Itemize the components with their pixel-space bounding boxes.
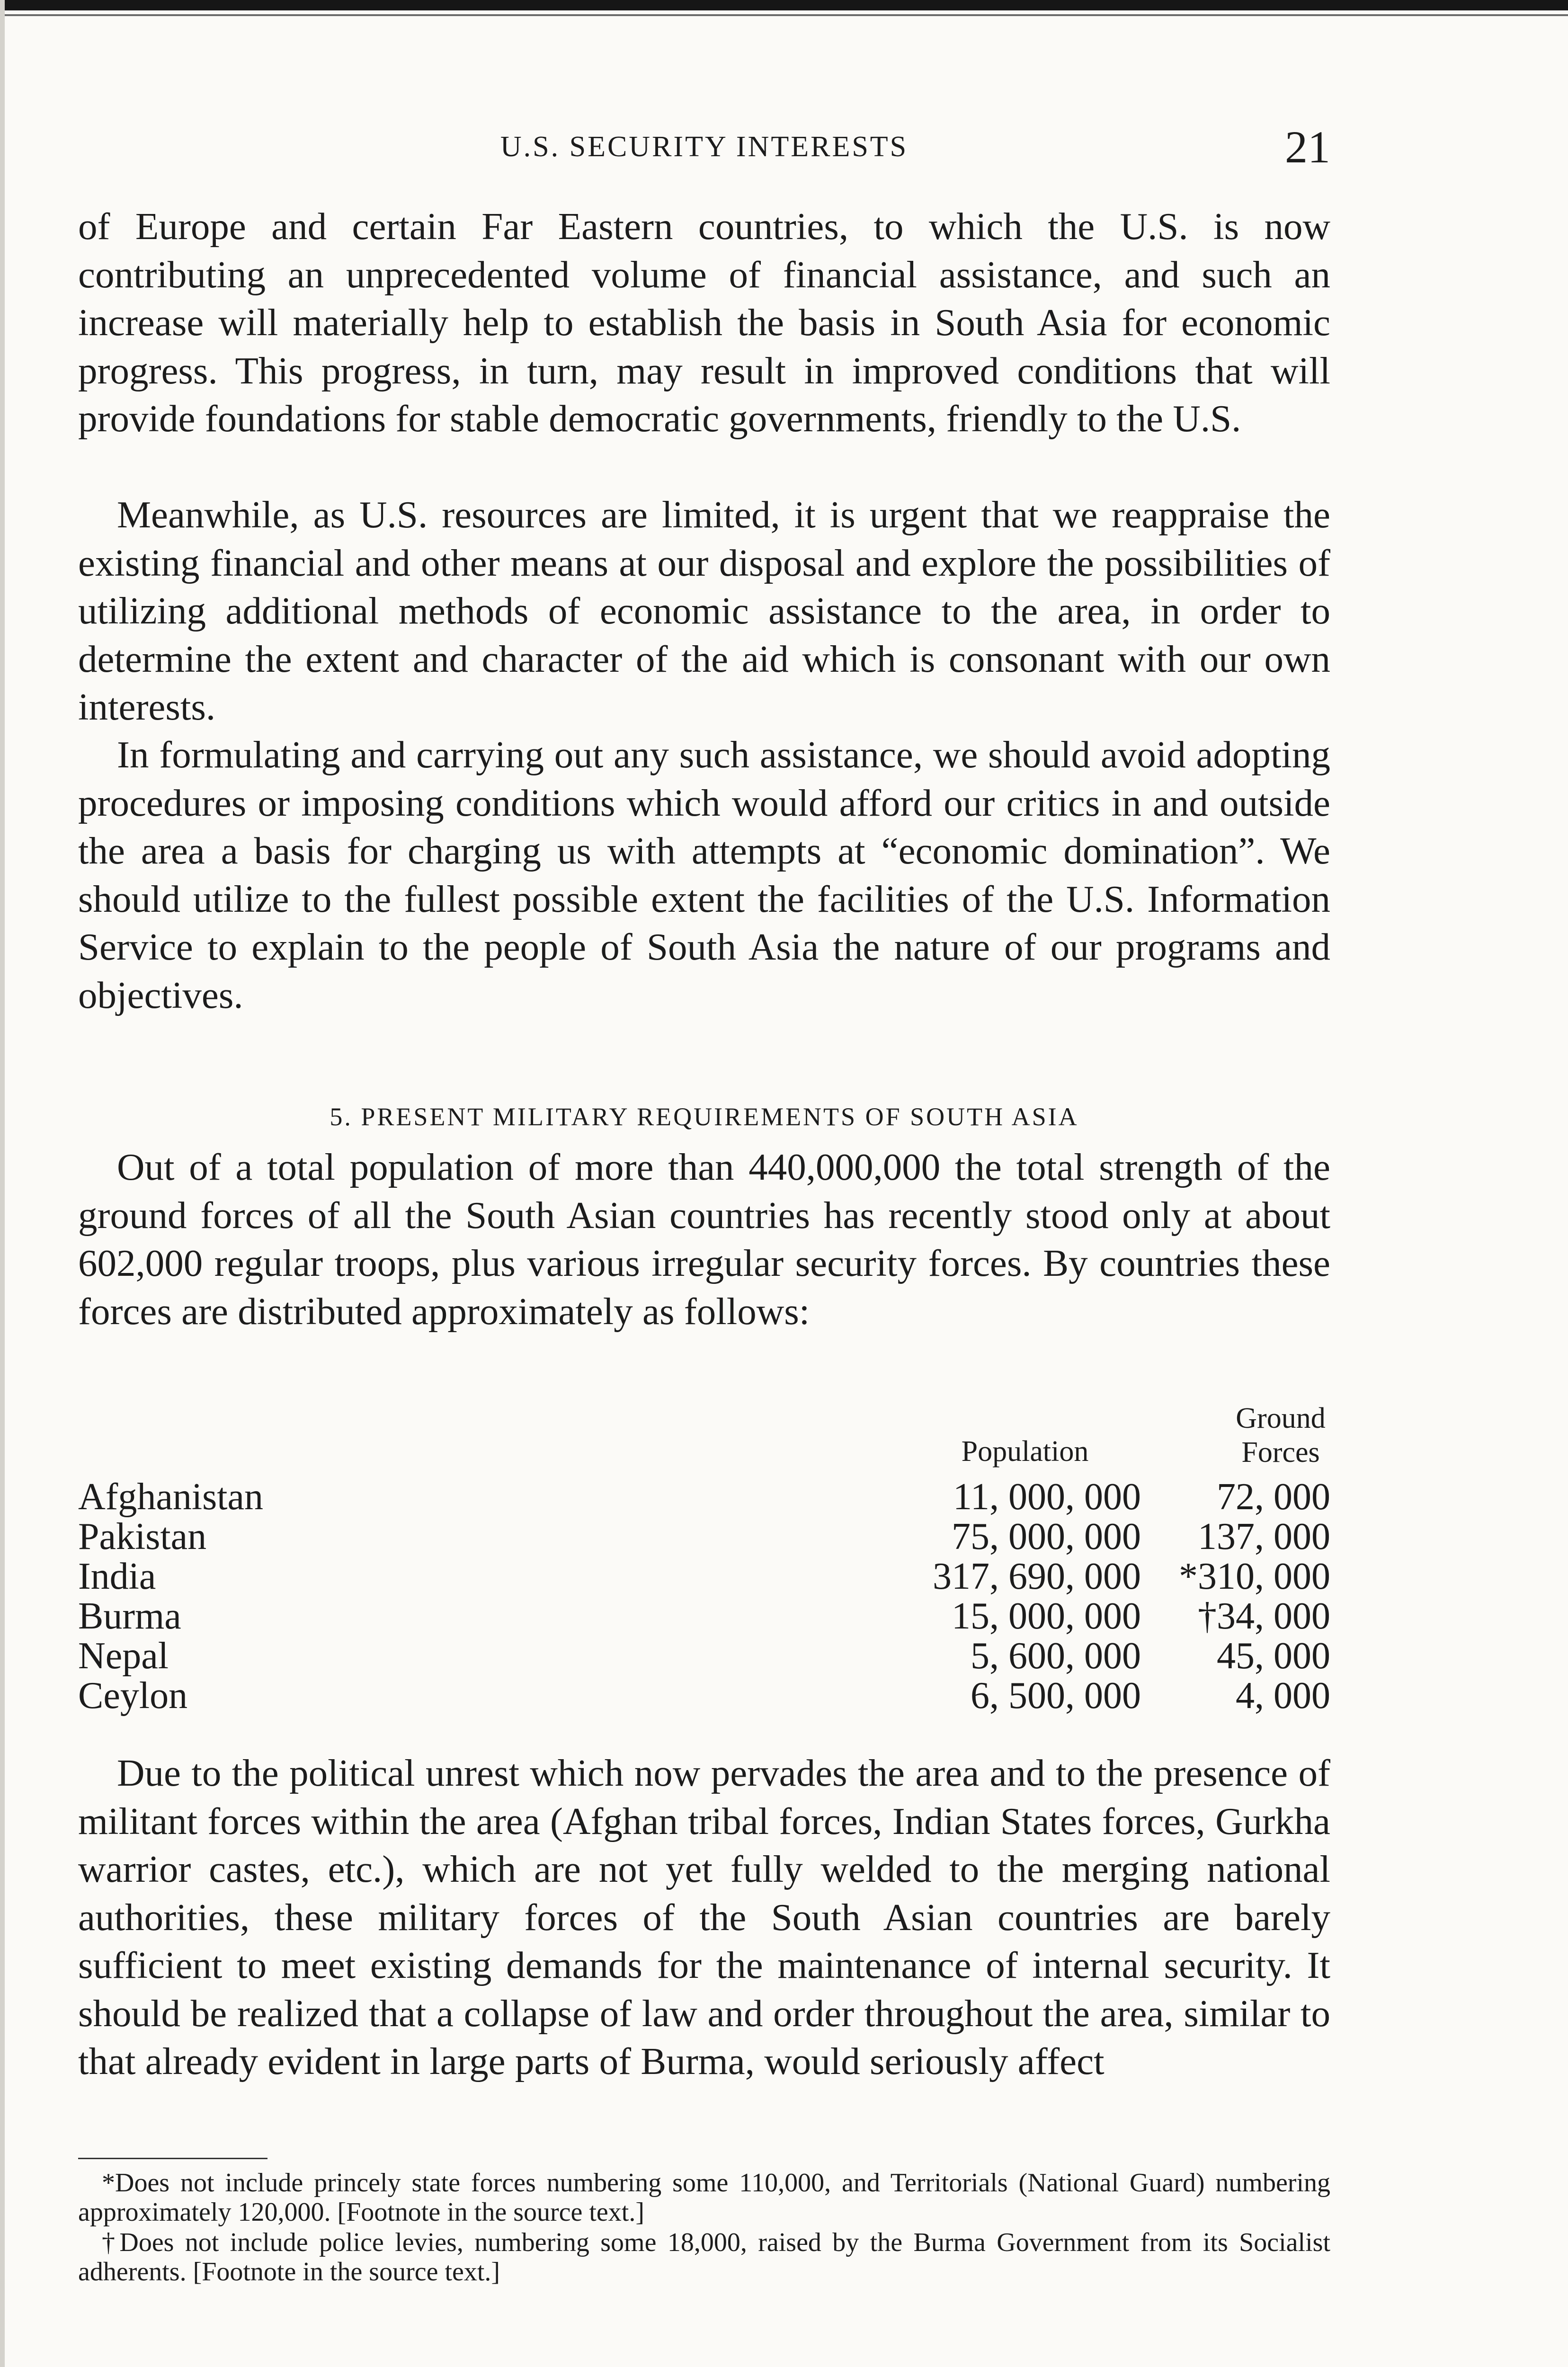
ground-forces-cell: †34, 000 <box>1198 1595 1330 1637</box>
section-intro <box>78 1143 1330 1335</box>
ground-forces-cell: *310, 000 <box>1179 1556 1330 1597</box>
ground-forces-cell: 72, 000 <box>1217 1476 1330 1518</box>
country-cell: Pakistan <box>78 1516 207 1557</box>
table-row <box>78 1636 1330 1676</box>
page-left-edge <box>0 0 5 2367</box>
footnote-rule <box>78 2158 267 2159</box>
page-number: 21 <box>1285 122 1330 172</box>
column-header-population: Population <box>961 1435 1089 1468</box>
footnote-asterisk: *Does not include princely state forces numbering some 110,000, and Territorials (National Guard) numbering approximately 120,000. [Footnote in the source text.] <box>78 2168 1330 2227</box>
closing-paragraph <box>78 1749 1330 2086</box>
section-heading: 5. PRESENT MILITARY REQUIREMENTS OF SOUTH ASIA <box>330 1103 1079 1131</box>
country-cell: Nepal <box>78 1635 169 1677</box>
paragraph-formulating <box>78 731 1330 1019</box>
country-cell: Afghanistan <box>78 1476 264 1518</box>
ground-forces-cell: 137, 000 <box>1198 1516 1330 1557</box>
page-header <box>78 121 1330 173</box>
table-row <box>78 1517 1330 1557</box>
paragraph-continuation <box>78 203 1330 443</box>
paragraph-text: Due to the political unrest which now pervades the area and to the presence of militant forces within the area (Afghan tribal forces, Indian States forces, Gurkha warrior castes, etc.), which are not yet fully welded to the merging national authorities, these military forces of the South Asian countries are barely sufficient to meet existing demands for the maintenance of internal security. It should be realized that a collapse of law and order throughout the area, similar to that already evident in large parts of Burma, would seriously affect <box>78 1752 1330 2082</box>
top-border-thin-rule <box>0 14 1568 16</box>
column-header-ground-forces <box>1186 1401 1375 1469</box>
paragraph-text: In formulating and carrying out any such assistance, we should avoid adopting procedures or imposing conditions which would afford our critics in and outside the area a basis for charging us with attempts at “economic domination”. We should utilize to the fullest possible extent the facilities of the U.S. Information Service to explain to the people of South Asia the nature of our programs and objectives. <box>78 733 1330 1016</box>
paragraph-text: Out of a total population of more than 440,000,000 the total strength of the ground forces of all the South Asian countries has recently stood only at about 602,000 regular troops, plus various irregular security forces. By countries these forces are distributed approximately as follows: <box>78 1146 1330 1333</box>
header-line: Forces <box>1241 1436 1320 1468</box>
table-row <box>78 1676 1330 1716</box>
running-head: U.S. SECURITY INTERESTS <box>500 131 909 163</box>
paragraph-text: Meanwhile, as U.S. resources are limited, it is urgent that we reappraise the existing financial and other means at our disposal and explore the possibilities of utilizing additional methods of economic assistance to the area, in order to determine the extent and character of the aid which is consonant with our own interests. <box>78 493 1330 728</box>
country-cell: India <box>78 1556 156 1597</box>
country-cell: Burma <box>78 1595 181 1637</box>
population-cell: 15, 000, 000 <box>952 1595 1141 1637</box>
table-row <box>78 1596 1330 1636</box>
population-cell: 317, 690, 000 <box>933 1556 1141 1597</box>
population-cell: 11, 000, 000 <box>953 1476 1141 1518</box>
table-row <box>78 1477 1330 1517</box>
footnote-dagger: †Does not include police levies, numbering some 18,000, raised by the Burma Government from its Socialist adherents. [Footnote in the source text.] <box>78 2228 1330 2287</box>
top-border-rule <box>0 0 1568 10</box>
population-cell: 5, 600, 000 <box>971 1635 1141 1677</box>
paragraph-text: of Europe and certain Far Eastern countries, to which the U.S. is now contributing an unprecedented volume of financial assistance, and such an increase will materially help to establish the basis in South Asia for economic progress. This progress, in turn, may result in improved conditions that will provide foundations for stable democratic governments, friendly to the U.S. <box>78 205 1330 440</box>
paragraph-resources <box>78 491 1330 731</box>
country-cell: Ceylon <box>78 1675 188 1717</box>
ground-forces-cell: 45, 000 <box>1217 1635 1330 1677</box>
population-cell: 6, 500, 000 <box>971 1675 1141 1717</box>
forces-table <box>78 1401 1330 1718</box>
population-cell: 75, 000, 000 <box>952 1516 1141 1557</box>
table-row <box>78 1557 1330 1596</box>
ground-forces-cell: 4, 000 <box>1236 1675 1330 1717</box>
footnotes <box>78 2168 1330 2287</box>
header-line: Ground <box>1236 1402 1326 1434</box>
